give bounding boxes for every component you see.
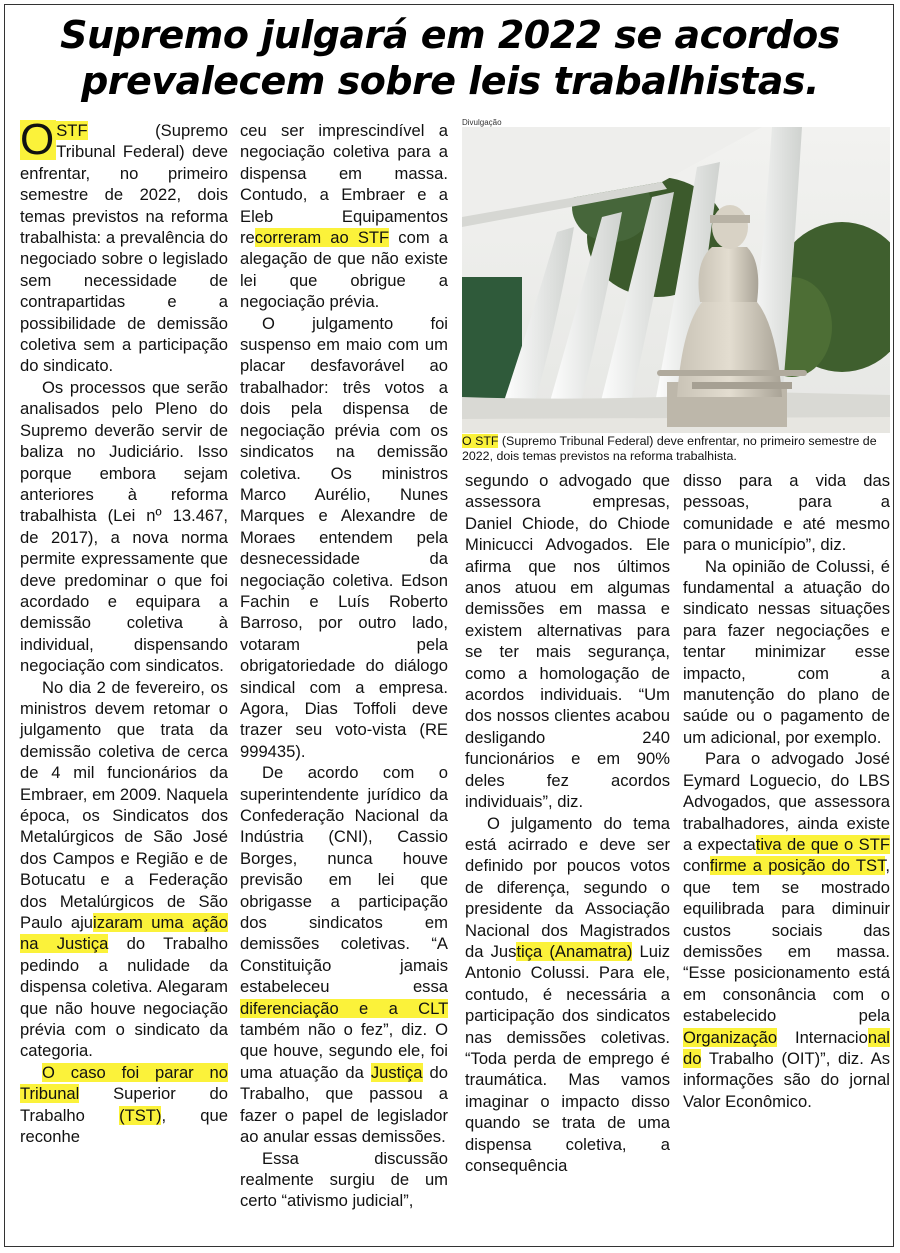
highlight: izaram uma ação na Justiça	[20, 913, 228, 954]
text: con	[683, 856, 710, 876]
text: com a alegação de que não existe lei que obrigue a negociação prévia.	[240, 228, 448, 312]
paragraph: disso para a vida das pessoas, para a comunidade e até mesmo para o município”, diz.	[683, 471, 890, 555]
highlight: Justiça	[370, 1062, 423, 1082]
paragraph	[20, 677, 228, 1062]
text: (Supremo Tribunal Federal) deve enfrentar, no primeiro semestre de 2022, dois temas previstos na reforma trabalhista: a prevalência do negociado sobre o legislado sem necessidade de contrapartidas e a possibilidade de demissão coletiva sem a participação do sindicato.	[20, 121, 228, 376]
highlight: Organização	[683, 1027, 778, 1047]
photo-caption	[462, 434, 892, 464]
text: Luiz Antonio Colussi. Para ele, contudo, é necessária a participação dos sindicatos nas demissões coletivas. “Toda perda de emprego é traumática. Mas vamos imaginar o impacto disso quando se trata de uma dispensa coletiva, a consequência	[465, 941, 670, 1175]
text: Para o advogado José Eymard Loguecio, do LBS Advogados, que assessora trabalhadores, ainda existe a expecta	[683, 749, 890, 854]
paragraph	[240, 762, 448, 1147]
text: do Trabalho pedindo a nulidade da dispensa coletiva. Alegaram que não houve negociação prévia com o sindicato da categoria.	[20, 934, 228, 1061]
highlight: tiça (Anamatra)	[516, 941, 633, 961]
highlight: STF	[56, 121, 88, 140]
highlight: diferenciação e a CLT	[240, 998, 448, 1018]
photo-illustration	[462, 127, 890, 433]
text: ceu ser imprescindível a negociação coletiva para a dispensa em massa. Contudo, a Embraer e a Eleb Equipamentos re	[240, 121, 448, 248]
paragraph: Na opinião de Colussi, é fundamental a atuação do sindicato nessas situações para fazer negociações e tentar minimizar esse impacto, com a manutenção do plano de saúde ou o pagamento de um adicional, por exemplo.	[683, 556, 890, 747]
headline-line-1: Supremo julgará em 2022 se acordos	[60, 13, 840, 57]
text: Superior do Trabalho	[20, 1084, 228, 1125]
highlight: tiva de que o STF	[755, 834, 890, 854]
highlight: nal do	[683, 1027, 890, 1068]
article-column-4	[683, 470, 890, 1112]
paragraph	[20, 1062, 228, 1148]
headline-line-2: prevalecem sobre leis trabalhistas.	[81, 59, 819, 103]
photo-credit: Divulgação	[462, 118, 502, 127]
text: No dia 2 de fevereiro, os ministros devem retomar o julgamento que trata da demissão coletiva de cerca de 4 mil funcionários da Embraer, em 2009. Naquela época, os Sindicatos dos Metalúrgicos de São José dos Campos e Região e de Botucatu e a Federação dos Metalúrgicos de São Paulo aju	[20, 677, 228, 933]
photo-justice-statue	[462, 127, 890, 433]
paragraph: O julgamento foi suspenso em maio com um placar desfavorável ao trabalhador: três votos a dois pela dispensa de negociação prévia com os sindicatos na demissão coletiva. Os ministros Marco Aurélio, Nunes Marques e Alexandre de Moraes entendem pela desnecessidade da negociação coletiva. Edson Fachin e Luís Roberto Barroso, por outro lado, votaram pela obrigatoriedade do diálogo sindical com a empresa. Agora, Dias Toffoli deve trazer seu voto-vista (RE 999435).	[240, 313, 448, 761]
highlight: O STF	[462, 434, 499, 448]
article-column-2	[240, 120, 448, 1212]
paragraph	[240, 120, 448, 313]
text: do Trabalho, que passou a fazer o papel de legislador ao anular essas demissões.	[240, 1062, 448, 1147]
highlight: correram ao STF	[254, 228, 390, 248]
highlight: (TST)	[119, 1105, 162, 1125]
text: , que tem se mostrado equilibrada para diminuir custos sociais das demissões em massa. “Esse posicionamento está em consonância com o estabelecido pela	[683, 856, 890, 1026]
text: também não o fez”, diz. O que houve, segundo ele, foi uma atuação da	[240, 1020, 448, 1082]
drop-cap: O	[20, 115, 55, 164]
paragraph: segundo o advogado que assessora empresas, Daniel Chiode, do Chiode Minicucci Advogados. Ele afirma que nos últimos anos atuou em algumas demissões em massa e existem alternativas para se ter mais segurança, como a homologação de acordos individuais. “Um dos nossos clientes acabou desligando 240 funcionários e em 90% deles fez acordos individuais”, diz.	[465, 471, 670, 812]
paragraph	[465, 813, 670, 1177]
paragraph	[20, 115, 228, 377]
text: De acordo com o superintendente jurídico da Confederação Nacional da Indústria (CNI), Cassio Borges, nunca houve previsão em lei que obrigasse a participação dos sindicatos em demissões coletivas. “A Constituição jamais estabeleceu essa	[240, 763, 448, 997]
text: Trabalho (OIT)”, diz. As informações são do jornal Valor Econômico.	[683, 1048, 890, 1111]
paragraph: Essa discussão realmente surgiu de um certo “ativismo judicial”,	[240, 1148, 448, 1211]
article-column-3	[465, 470, 670, 1176]
paragraph: Os processos que serão analisados pelo Pleno do Supremo deverão servir de baliza no Judiciário. Isso porque embora sejam anteriores à reforma trabalhista (Lei nº 13.467, de 2017), a nova norma permite expressamente que deve predominar o que foi acordado e equipara a demissão coletiva à individual, dispensando negociação com sindicatos.	[20, 377, 228, 676]
headline	[8, 12, 892, 104]
text: , que reconhe	[20, 1105, 228, 1147]
text: Internacio	[777, 1027, 868, 1047]
article-column-1	[20, 115, 228, 1148]
highlight: firme a posição do TST	[709, 856, 886, 876]
paragraph	[683, 748, 890, 1112]
text: O julgamento do tema está acirrado e deve ser definido por poucos votos de diferença, segundo o presidente da Associação Nacional dos Magistrados da Jus	[465, 813, 670, 961]
highlight: O caso foi parar no Tribunal	[20, 1062, 228, 1104]
text: (Supremo Tribunal Federal) deve enfrentar, no primeiro semestre de 2022, dois temas previstos na reforma trabalhista.	[462, 434, 877, 463]
